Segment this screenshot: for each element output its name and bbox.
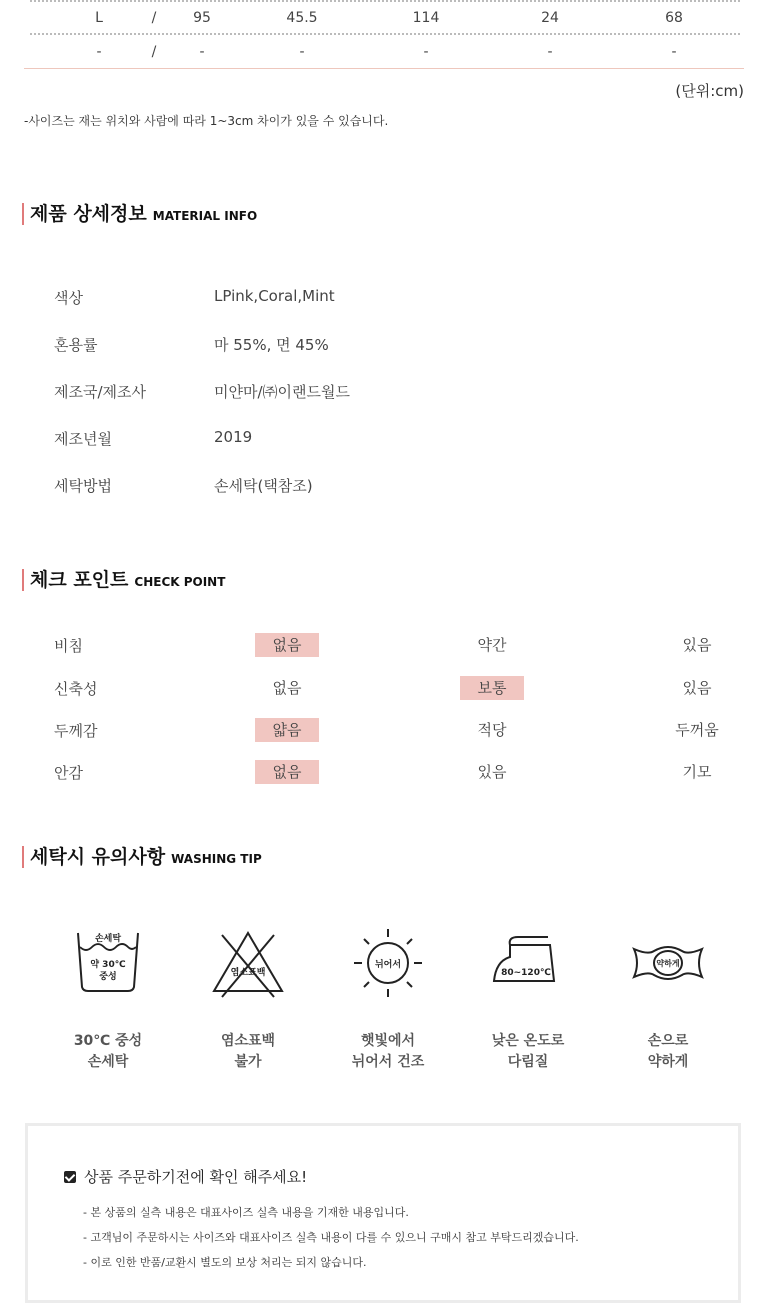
no-bleach-icon bbox=[208, 925, 288, 1005]
size-cell: 114 bbox=[412, 10, 440, 26]
notice-title-text: 상품 주문하기전에 확인 해주세요! bbox=[84, 1168, 308, 1186]
icon-text: 중성 bbox=[99, 972, 117, 982]
icon-text: 뉘어서 bbox=[374, 960, 402, 970]
checkpoint-label: 안감 bbox=[54, 764, 83, 782]
checkpoint-option: 적당 bbox=[477, 721, 507, 739]
size-cell: - bbox=[299, 44, 305, 60]
size-row bbox=[24, 40, 744, 66]
size-cell: - bbox=[671, 44, 677, 60]
washing-item bbox=[333, 925, 443, 1073]
checkpoint-option: 있음 bbox=[682, 636, 712, 654]
section-title-en: WASHING TIP bbox=[171, 852, 262, 866]
checkpoint-label: 비침 bbox=[54, 637, 83, 655]
washing-caption: 손으로 약하게 bbox=[647, 1033, 689, 1070]
size-cell: 68 bbox=[665, 10, 683, 26]
divider bbox=[30, 33, 740, 35]
icon-text: 손세탁 bbox=[94, 934, 122, 944]
notice-box bbox=[25, 1123, 741, 1303]
unit-label: (단위:cm) bbox=[675, 82, 744, 100]
notice-title bbox=[64, 1166, 307, 1187]
size-cell: 45.5 bbox=[286, 10, 318, 26]
size-note: -사이즈는 재는 위치와 사람에 따라 1~3cm 차이가 있을 수 있습니다. bbox=[24, 114, 389, 128]
sun-dry-icon bbox=[348, 925, 428, 1005]
section-title-ko: 제품 상세정보 bbox=[30, 203, 147, 225]
checkpoint-option: 기모 bbox=[682, 763, 712, 781]
size-cell: - bbox=[199, 44, 205, 60]
size-cell: L bbox=[95, 10, 103, 26]
checkpoint-option: 없음 bbox=[272, 679, 302, 697]
size-row bbox=[24, 6, 744, 32]
info-value: 미얀마/㈜이랜드월드 bbox=[214, 383, 350, 401]
checkbox-icon bbox=[64, 1171, 76, 1183]
washing-item bbox=[613, 925, 723, 1073]
info-label: 색상 bbox=[54, 289, 83, 307]
checkpoint-option: 두꺼움 bbox=[675, 721, 719, 739]
notice-line: - 고객님이 주문하시는 사이즈와 대표사이즈 실측 내용이 다를 수 있으니 구매시 참고 부탁드리겠습니다. bbox=[83, 1231, 579, 1244]
section-title-en: CHECK POINT bbox=[134, 575, 226, 589]
info-value: 손세탁(택참조) bbox=[214, 477, 313, 495]
notice-line: - 이로 인한 반품/교환시 별도의 보상 처리는 되지 않습니다. bbox=[83, 1256, 367, 1269]
checkpoint-row bbox=[0, 676, 770, 700]
washing-item bbox=[53, 925, 163, 1073]
checkpoint-option: 보통 bbox=[460, 676, 524, 700]
section-title-ko: 체크 포인트 bbox=[30, 569, 129, 591]
icon-text: 약 30℃ bbox=[90, 960, 126, 970]
washing-item bbox=[193, 925, 303, 1073]
info-value: 마 55%, 면 45% bbox=[214, 336, 329, 354]
gentle-wring-icon bbox=[628, 925, 708, 1005]
size-cell: - bbox=[547, 44, 553, 60]
info-label: 세탁방법 bbox=[54, 477, 112, 495]
washing-item bbox=[473, 925, 583, 1073]
section-title-en: MATERIAL INFO bbox=[152, 209, 258, 223]
size-cell: 24 bbox=[541, 10, 559, 26]
size-cell: - bbox=[96, 44, 102, 60]
info-label: 제조년월 bbox=[54, 430, 112, 448]
size-cell: 95 bbox=[193, 10, 211, 26]
washing-section-title bbox=[22, 846, 262, 868]
info-value: LPink,Coral,Mint bbox=[214, 287, 335, 305]
checkpoint-option: 있음 bbox=[682, 679, 712, 697]
material-section-title bbox=[22, 203, 257, 225]
icon-text: 염소표백 bbox=[230, 968, 266, 978]
info-label: 제조국/제조사 bbox=[54, 383, 146, 401]
checkpoint-option: 약간 bbox=[477, 636, 507, 654]
checkpoint-option: 없음 bbox=[255, 633, 319, 657]
checkpoint-row bbox=[0, 633, 770, 657]
info-value: 2019 bbox=[214, 428, 253, 446]
iron-low-icon bbox=[488, 925, 568, 1005]
checkpoint-option: 있음 bbox=[477, 763, 507, 781]
washing-caption: 낮은 온도로 다림질 bbox=[491, 1033, 565, 1070]
washing-caption: 염소표백 불가 bbox=[220, 1033, 276, 1070]
checkpoint-label: 두께감 bbox=[54, 722, 98, 740]
divider bbox=[30, 0, 740, 2]
checkpoint-row bbox=[0, 760, 770, 784]
washing-caption: 30℃ 중성 손세탁 bbox=[73, 1033, 143, 1070]
table-bottom-border bbox=[24, 68, 744, 69]
notice-line: - 본 상품의 실측 내용은 대표사이즈 실측 내용을 기재한 내용입니다. bbox=[83, 1206, 409, 1219]
icon-text: 약하게 bbox=[656, 959, 680, 968]
washing-caption: 햇빛에서 뉘어서 건조 bbox=[351, 1033, 425, 1070]
hand-wash-30-icon bbox=[68, 925, 148, 1005]
info-label: 혼용률 bbox=[54, 336, 98, 354]
checkpoint-section-title bbox=[22, 569, 225, 591]
checkpoint-option: 없음 bbox=[255, 760, 319, 784]
size-separator: / bbox=[151, 10, 157, 26]
checkpoint-option: 얇음 bbox=[255, 718, 319, 742]
checkpoint-row bbox=[0, 718, 770, 742]
size-separator: / bbox=[151, 44, 157, 60]
section-title-ko: 세탁시 유의사항 bbox=[30, 846, 166, 868]
checkpoint-label: 신축성 bbox=[54, 680, 98, 698]
size-cell: - bbox=[423, 44, 429, 60]
icon-text: 80~120℃ bbox=[501, 968, 551, 978]
